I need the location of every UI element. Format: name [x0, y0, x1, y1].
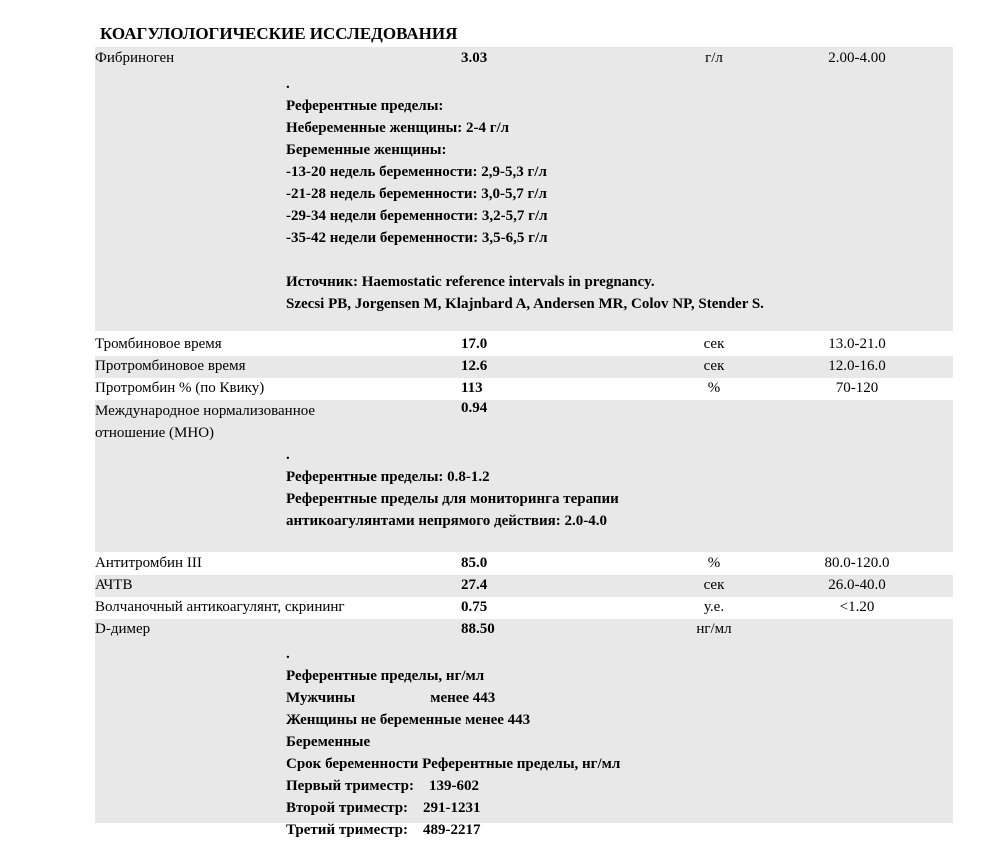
- aptt-row: [95, 575, 953, 597]
- note-line: Референтные пределы:: [286, 98, 444, 114]
- fibrinogen-value: 3.03: [461, 50, 488, 66]
- fibrinogen-unit: г/л: [705, 50, 723, 66]
- ddimer-note: [286, 643, 620, 841]
- aptt-value: 27.4: [461, 577, 488, 593]
- lupus-ref: <1.20: [839, 599, 875, 615]
- inr-value: 0.94: [461, 400, 488, 416]
- ddimer-row: [95, 619, 953, 838]
- thrombin-time-name: Тромбиновое время: [95, 336, 222, 352]
- prothrombin-quick-ref: 70-120: [835, 380, 879, 396]
- note-line: антикоагулянтами непрямого действия: 2.0-4.0: [286, 513, 607, 529]
- prothrombin-time-unit: сек: [703, 358, 725, 374]
- antithrombin-value: 85.0: [461, 555, 488, 571]
- note-line: Беременные: [286, 734, 371, 750]
- lupus-value: 0.75: [461, 599, 488, 615]
- inr-note: [286, 444, 619, 532]
- aptt-ref: 26.0-40.0: [828, 577, 886, 593]
- fibrinogen-note: [286, 73, 764, 315]
- lupus-name: Волчаночный антикоагулянт, скрининг: [95, 599, 345, 615]
- note-line: Второй триместр: 291-1231: [286, 800, 481, 816]
- note-line: Референтные пределы: 0.8-1.2: [286, 469, 490, 485]
- note-line: -35-42 недели беременности: 3,5-6,5 г/л: [286, 230, 548, 246]
- note-line: Срок беременности Референтные пределы, нг/мл: [286, 756, 621, 772]
- prothrombin-time-name: Протромбиновое время: [95, 358, 246, 374]
- thrombin-time-ref: 13.0-21.0: [828, 336, 886, 352]
- page-title: КОАГУЛОЛОГИЧЕСКИЕ ИССЛЕДОВАНИЯ: [100, 24, 458, 43]
- fibrinogen-row: [95, 47, 953, 331]
- source-line: Szecsi PB, Jorgensen M, Klajnbard A, Andersen MR, Colov NP, Stender S.: [286, 296, 764, 312]
- note-line: Референтные пределы, нг/мл: [286, 668, 485, 684]
- lupus-row: [95, 597, 953, 619]
- antithrombin-ref: 80.0-120.0: [824, 555, 890, 571]
- prothrombin-time-value: 12.6: [461, 358, 488, 374]
- note-line: Первый триместр: 139-602: [286, 778, 480, 794]
- prothrombin-quick-unit: %: [707, 380, 721, 396]
- antithrombin-unit: %: [707, 555, 721, 571]
- note-line: -13-20 недель беременности: 2,9-5,3 г/л: [286, 164, 547, 180]
- ddimer-name: D-димер: [95, 621, 151, 637]
- note-dot: .: [286, 646, 290, 662]
- note-dot: .: [286, 76, 290, 92]
- prothrombin-time-ref: 12.0-16.0: [828, 358, 886, 374]
- prothrombin-quick-value: 113: [461, 380, 483, 396]
- note-line: -29-34 недели беременности: 3,2-5,7 г/л: [286, 208, 548, 224]
- note-line: Третий триместр: 489-2217: [286, 822, 481, 838]
- note-line: Небеременные женщины: 2-4 г/л: [286, 120, 510, 136]
- note-line: Беременные женщины:: [286, 142, 447, 158]
- aptt-name: АЧТВ: [95, 577, 133, 593]
- note-line: -21-28 недель беременности: 3,0-5,7 г/л: [286, 186, 547, 202]
- inr-row: [95, 400, 953, 552]
- thrombin-time-unit: сек: [703, 336, 725, 352]
- fibrinogen-name: Фибриноген: [95, 50, 175, 66]
- source-line: Источник: Haemostatic reference intervals in pregnancy.: [286, 274, 655, 290]
- inr-name: Международное нормализованное отношение (МНО): [95, 403, 316, 441]
- prothrombin-time-row: [95, 356, 953, 378]
- note-line: Мужчины менее 443: [286, 690, 496, 706]
- note-dot: .: [286, 447, 290, 463]
- ddimer-value: 88.50: [461, 621, 495, 637]
- fibrinogen-ref: 2.00-4.00: [828, 50, 886, 66]
- note-line: Референтные пределы для мониторинга терапии: [286, 491, 619, 507]
- prothrombin-quick-name: Протромбин % (по Квику): [95, 380, 265, 396]
- note-line: Женщины не беременные менее 443: [286, 712, 531, 728]
- aptt-unit: сек: [703, 577, 725, 593]
- antithrombin-row: [95, 553, 953, 575]
- thrombin-time-row: [95, 334, 953, 356]
- prothrombin-quick-row: [95, 378, 953, 400]
- ddimer-unit: нг/мл: [696, 621, 732, 637]
- thrombin-time-value: 17.0: [461, 336, 488, 352]
- antithrombin-name: Антитромбин III: [95, 555, 202, 571]
- lupus-unit: у.е.: [703, 599, 725, 615]
